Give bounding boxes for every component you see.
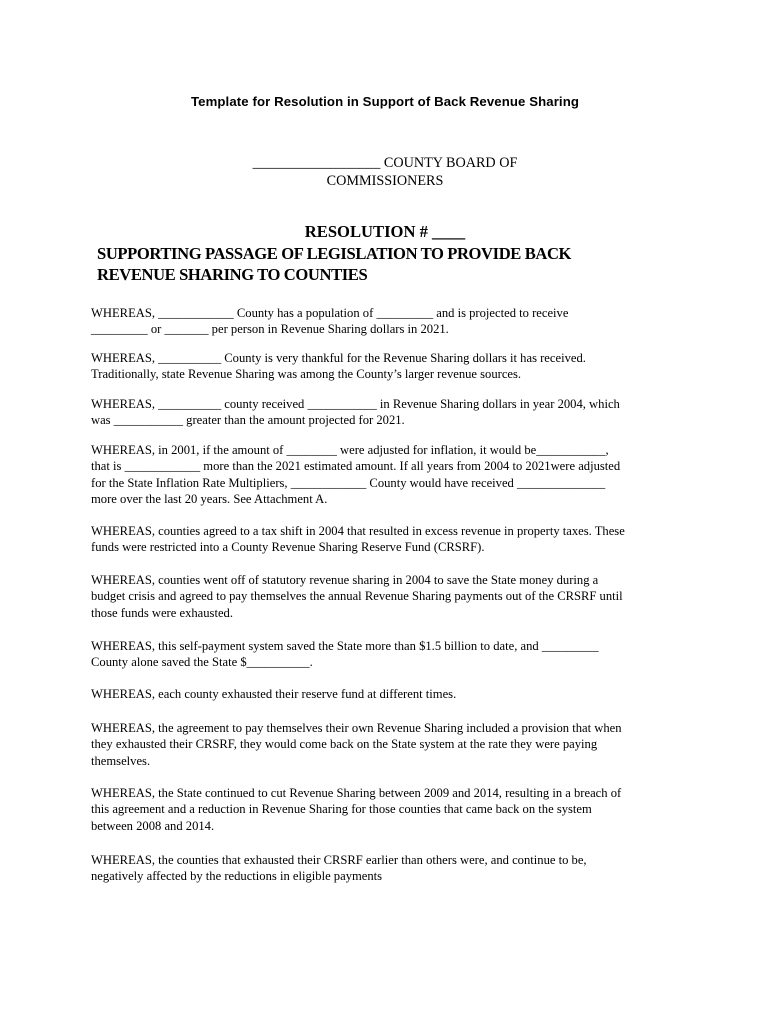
paragraph-line: WHEREAS, the agreement to pay themselves their own Revenue Sharing included a provision that when: [91, 721, 622, 735]
board-line-2: COMMISSIONERS: [326, 173, 444, 189]
paragraph-line: negatively affected by the reductions in eligible payments: [91, 869, 383, 884]
paragraph-line: more over the last 20 years. See Attachment A.: [91, 492, 328, 507]
paragraph-line: WHEREAS, the counties that exhausted their CRSRF earlier than others were, and continue to be,: [91, 853, 587, 867]
whereas-paragraph: [91, 396, 691, 429]
whereas-paragraph: [91, 305, 691, 338]
heading-line-2: REVENUE SHARING TO COUNTIES: [97, 265, 368, 284]
paragraph-line: this agreement and a reduction in Revenue Sharing for those counties that came back on the system: [91, 802, 592, 817]
paragraph-line: WHEREAS, counties went off of statutory revenue sharing in 2004 to save the State money during a: [91, 573, 599, 587]
paragraph-line: _________ or _______ per person in Revenue Sharing dollars in 2021.: [91, 322, 449, 337]
whereas-paragraph: [91, 686, 691, 702]
whereas-paragraph: [91, 638, 691, 671]
paragraph-line: those funds were exhausted.: [91, 605, 233, 620]
board-line-1: __________________ COUNTY BOARD OF: [252, 155, 518, 171]
paragraph-line: between 2008 and 2014.: [91, 818, 215, 833]
paragraph-line: Traditionally, state Revenue Sharing was among the County’s larger revenue sources.: [91, 367, 522, 382]
paragraph-line: was ___________ greater than the amount projected for 2021.: [91, 413, 405, 428]
paragraph-line: WHEREAS, __________ county received ___________ in Revenue Sharing dollars in year 2004, which: [91, 397, 620, 411]
whereas-paragraph: [91, 442, 691, 508]
resolution-number: RESOLUTION # ____: [304, 222, 466, 241]
paragraph-line: WHEREAS, counties agreed to a tax shift in 2004 that resulted in excess revenue in property taxes. These: [91, 524, 625, 538]
paragraph-line: themselves.: [91, 753, 151, 768]
paragraph-line: WHEREAS, each county exhausted their reserve fund at different times.: [91, 687, 457, 701]
paragraph-line: funds were restricted into a County Revenue Sharing Reserve Fund (CRSRF).: [91, 540, 485, 555]
board-of-commissioners: [0, 154, 770, 190]
paragraph-line: WHEREAS, in 2001, if the amount of ________ were adjusted for inflation, it would be___________,: [91, 443, 609, 457]
paragraph-line: WHEREAS, the State continued to cut Revenue Sharing between 2009 and 2014, resulting in a breach of: [91, 786, 622, 800]
paragraph-line: budget crisis and agreed to pay themselves the annual Revenue Sharing payments out of the CRSRF until: [91, 589, 623, 604]
paragraph-line: County alone saved the State $__________.: [91, 655, 313, 670]
paragraph-line: WHEREAS, __________ County is very thankful for the Revenue Sharing dollars it has received.: [91, 351, 586, 365]
heading-line-1: SUPPORTING PASSAGE OF LEGISLATION TO PROVIDE BACK: [97, 244, 572, 263]
whereas-paragraph: [91, 785, 691, 834]
whereas-paragraph: [91, 350, 691, 383]
paragraph-line: WHEREAS, this self-payment system saved the State more than $1.5 billion to date, and _________: [91, 639, 599, 653]
template-title: Template for Resolution in Support of Back Revenue Sharing: [190, 94, 580, 109]
whereas-paragraph: [91, 523, 691, 556]
paragraph-line: they exhausted their CRSRF, they would come back on the State system at the rate they were paying: [91, 737, 598, 752]
whereas-paragraph: [91, 572, 691, 621]
whereas-paragraph: [91, 852, 691, 885]
paragraph-line: for the State Inflation Rate Multipliers, ____________ County would have received ______________: [91, 475, 606, 490]
resolution-heading: [97, 243, 697, 285]
paragraph-line: that is ____________ more than the 2021 estimated amount. If all years from 2004 to 2021were adjusted: [91, 459, 621, 474]
whereas-paragraph: [91, 720, 691, 769]
paragraph-line: WHEREAS, ____________ County has a population of _________ and is projected to receive: [91, 306, 569, 320]
